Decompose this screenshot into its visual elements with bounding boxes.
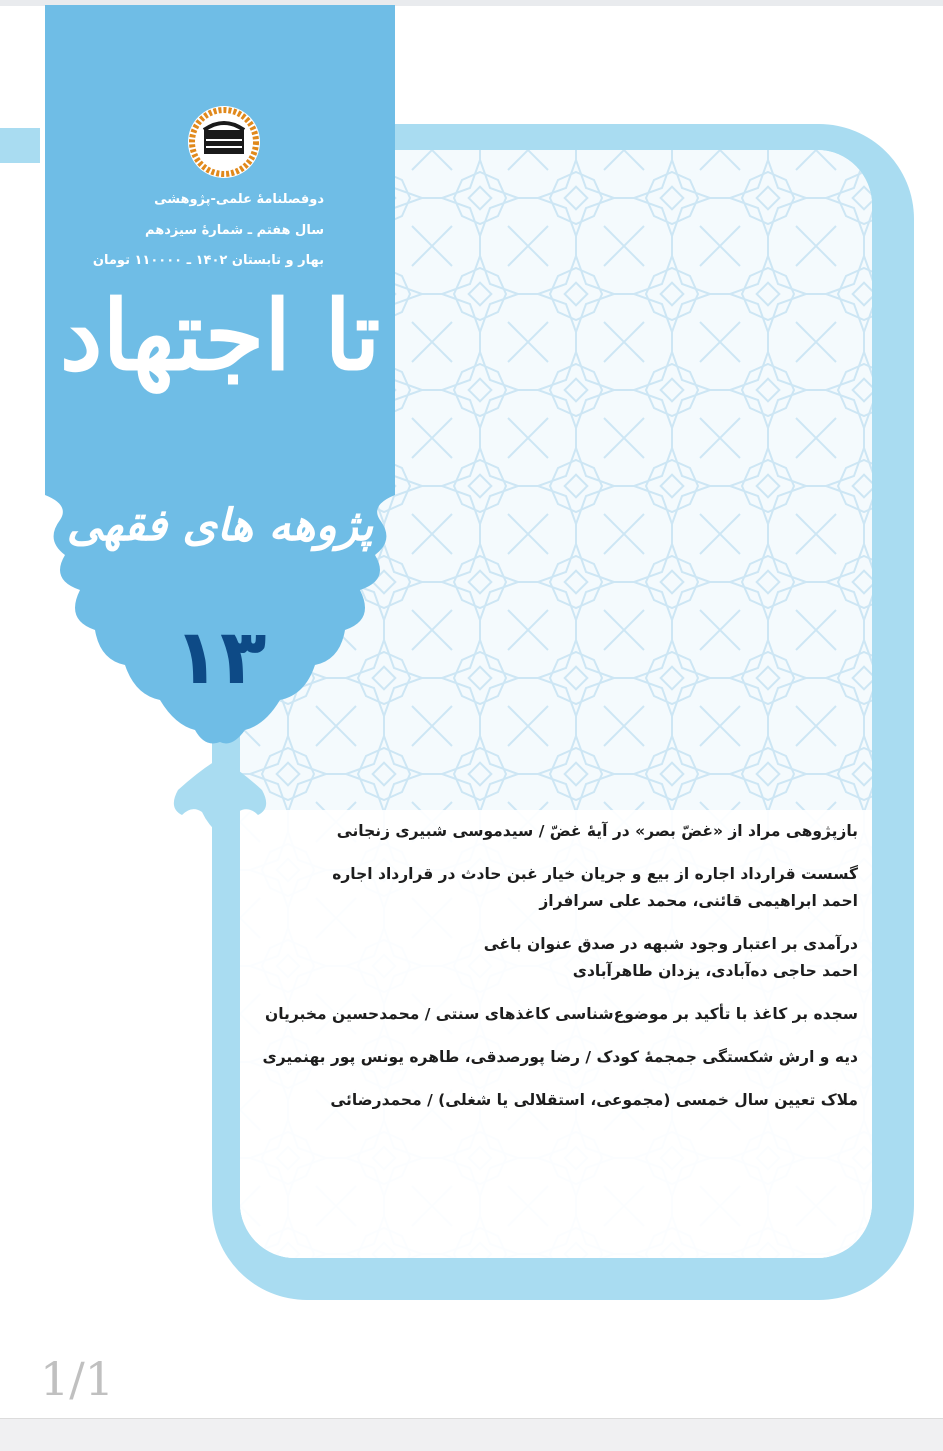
title-banner <box>0 0 420 900</box>
journal-subtitle: پژوهه های فقهی <box>66 500 374 551</box>
toc-item-title: دیه و ارش شکستگی جمجمهٔ کودک / رضا پورصدقی، طاهره یونس پور بهنمیری <box>262 1048 858 1066</box>
toc-item <box>258 1087 858 1114</box>
toc-item-title: بازپژوهی مراد از «غضّ بصر» در آیهٔ غضّ / سیدموسی شبیری زنجانی <box>336 822 858 840</box>
toc-item-title: درآمدی بر اعتبار وجود شبهه در صدق عنوان باغی <box>483 935 858 953</box>
issue-number: ۱۳ <box>173 612 267 701</box>
ornament-drop <box>174 758 266 835</box>
journal-type: دوفصلنامهٔ علمی-پژوهشی <box>154 192 324 207</box>
toc-item <box>258 861 858 915</box>
journal-title: تا اجتهاد <box>59 279 381 392</box>
toc-item <box>258 818 858 845</box>
toc-item <box>258 1044 858 1071</box>
season-price-line: بهار و تابستان ۱۴۰۲ ـ ۱۱۰۰۰۰ تومان <box>92 253 324 268</box>
table-of-contents <box>258 818 858 1130</box>
toc-item-author: احمد ابراهیمی قائنی، محمد علی سرافراز <box>539 892 858 910</box>
issue-line: سال هفتم ـ شمارهٔ سیزدهم <box>145 223 324 238</box>
seminary-logo-icon <box>188 106 260 178</box>
toc-item-title: سجده بر کاغذ با تأکید بر موضوع‌شناسی کاغذهای سنتی / محمدحسین مخبریان <box>265 1005 858 1023</box>
bottom-bar <box>0 1418 943 1451</box>
toc-item <box>258 1001 858 1028</box>
toc-item-title: گسست قرارداد اجاره از بیع و جریان خیار غبن حادث در قرارداد اجاره <box>332 865 858 883</box>
toc-item <box>258 931 858 985</box>
toc-item-title: ملاک تعیین سال خمسی (مجموعی، استقلالی یا شغلی) / محمدرضائی <box>330 1091 858 1109</box>
page-counter: 1/1 <box>40 1352 115 1406</box>
toc-item-author: احمد حاجی ده‌آبادی، یزدان طاهرآبادی <box>572 962 858 980</box>
